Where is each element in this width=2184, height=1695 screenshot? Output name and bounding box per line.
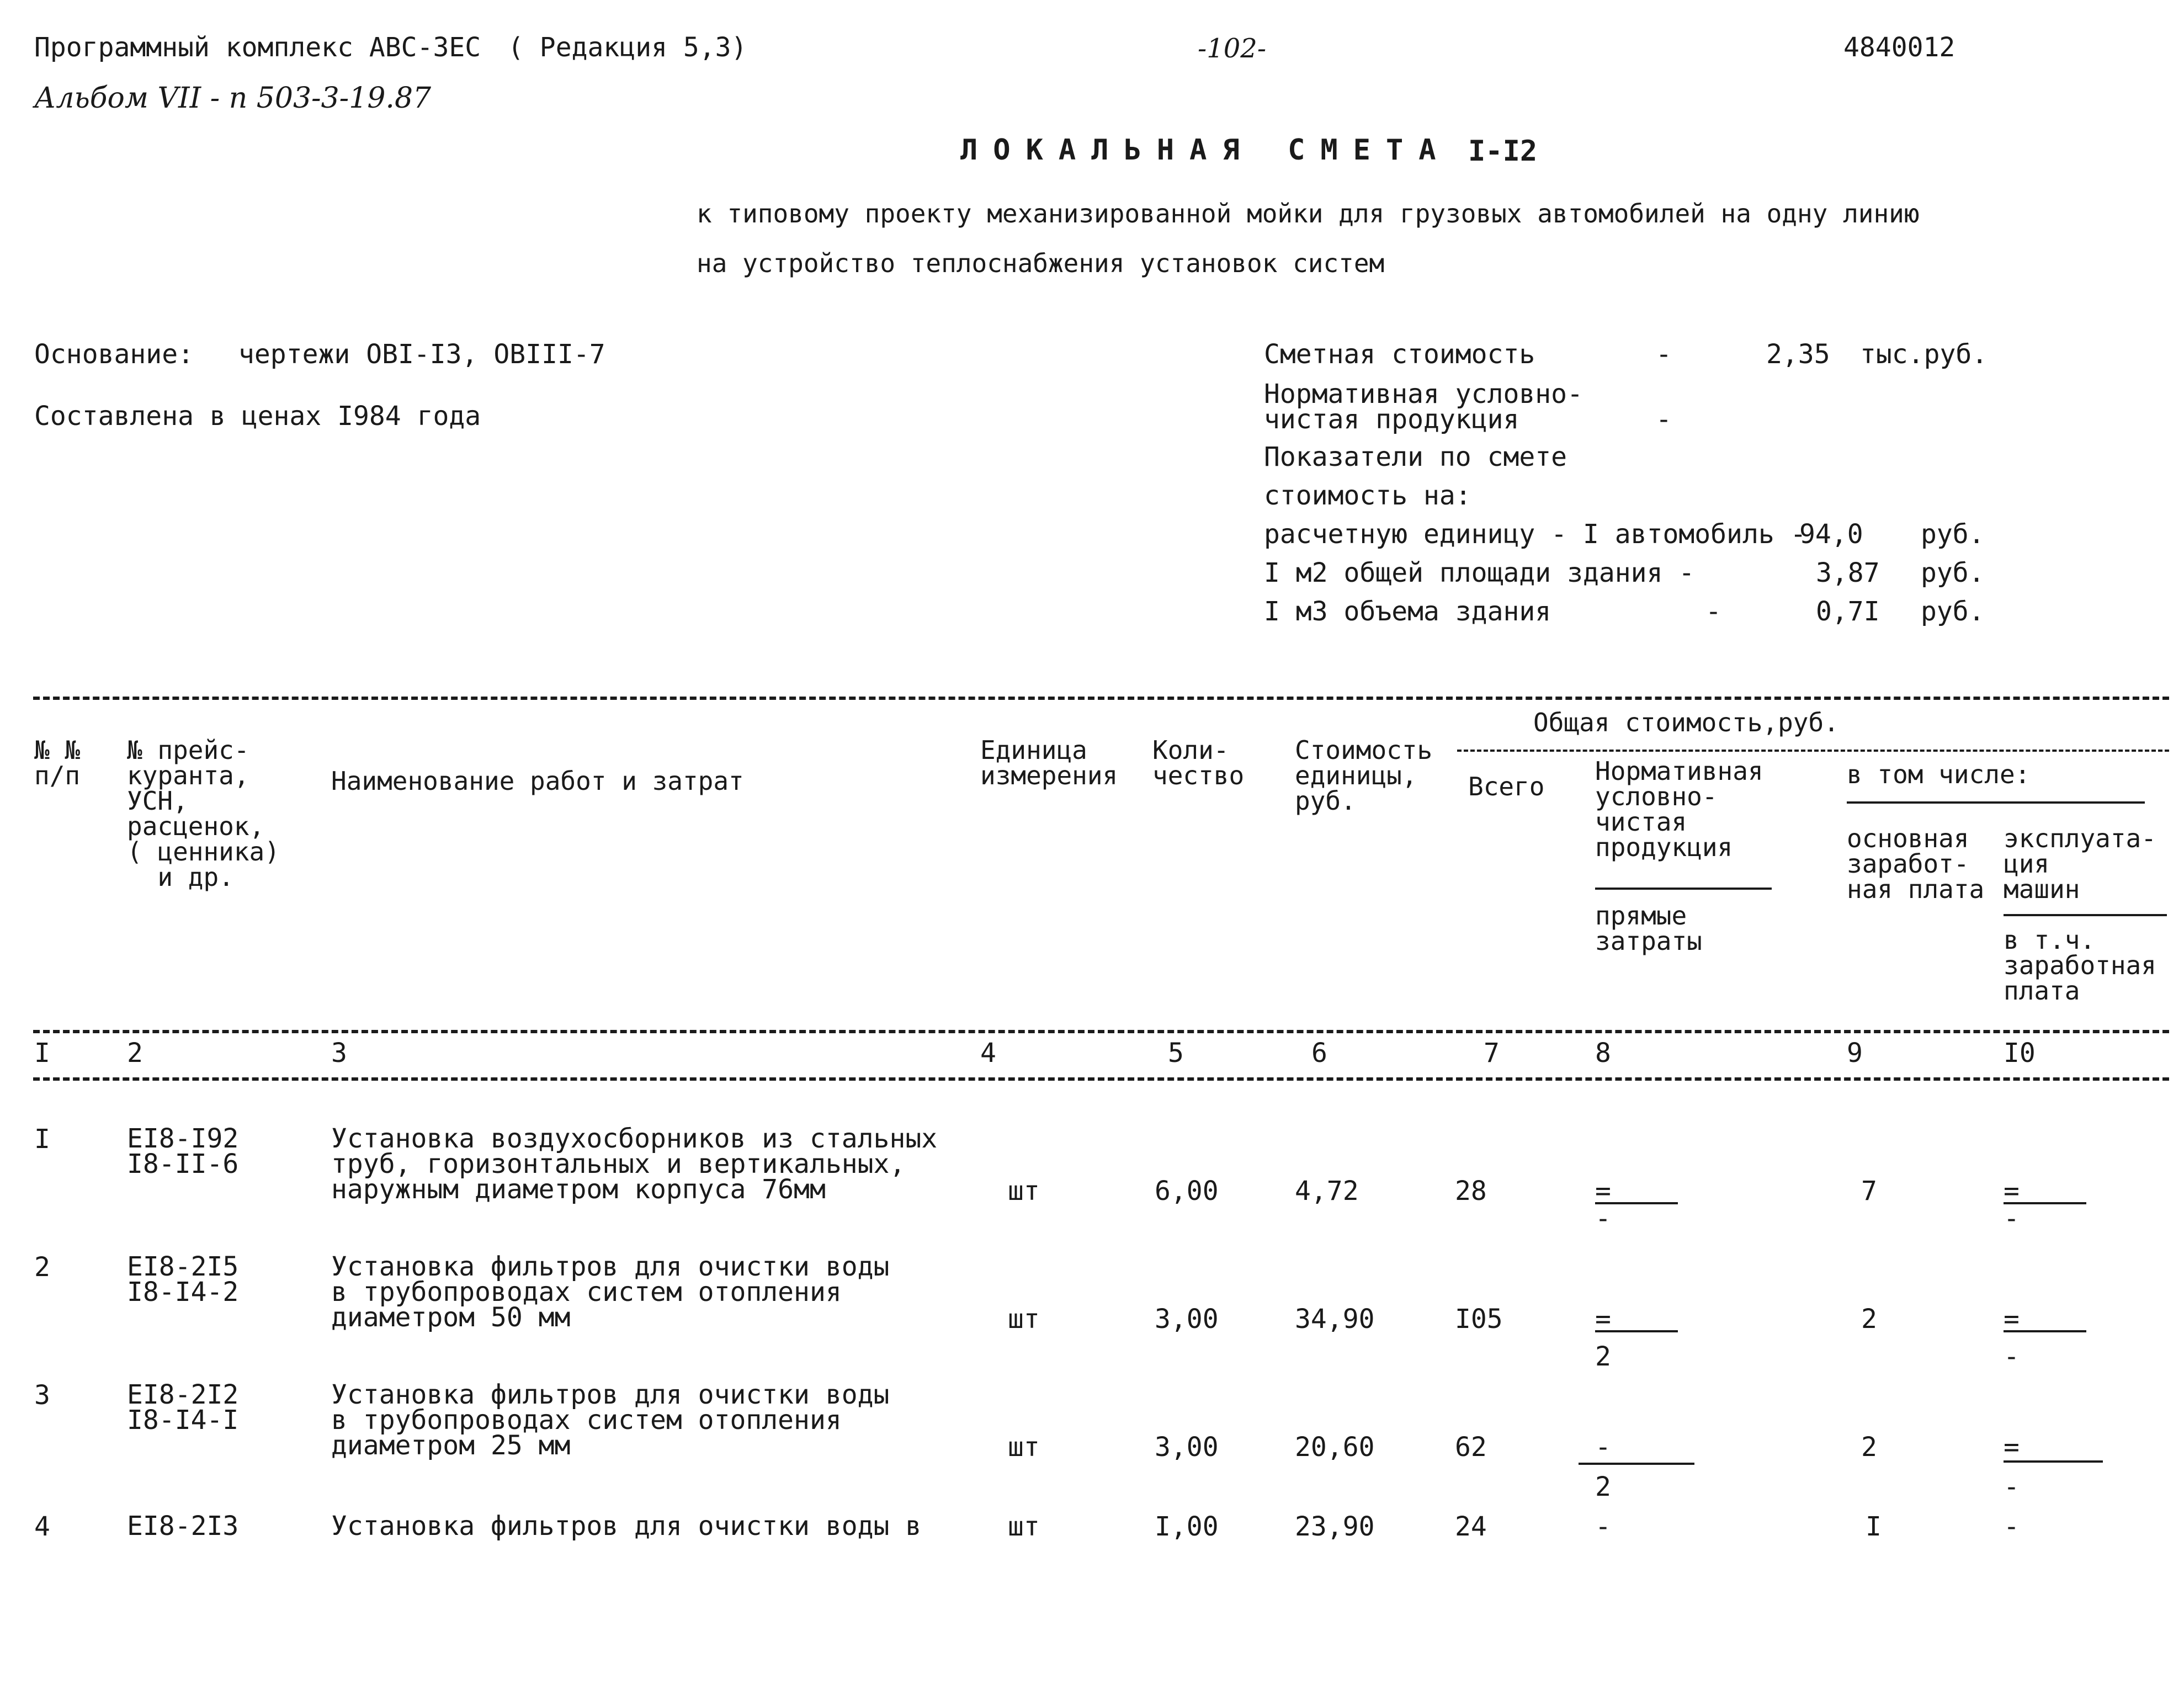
row-price-code: EI8-2I2 I8-I4-I xyxy=(127,1379,239,1436)
row-unit-cost: 20,60 xyxy=(1295,1432,1375,1463)
indicators-label-2: стоимость на: xyxy=(1264,480,1471,511)
row-total: 62 xyxy=(1455,1432,1487,1463)
title-subtitle-2: на устройство теплоснабжения установок систем xyxy=(697,248,1385,278)
row-quantity: I,00 xyxy=(1155,1511,1219,1542)
row-normative: = xyxy=(1595,1304,1611,1335)
title-subtitle-1: к типовому проекту механизированной мойки для грузовых автомобилей на одну линию xyxy=(697,199,1920,229)
indicator-per-unit-label: расчетную единицу - I автомобиль - xyxy=(1264,519,1806,550)
document-title: ЛОКАЛЬНАЯ СМЕТА xyxy=(960,134,1452,167)
row-normative: - xyxy=(1595,1432,1611,1463)
col-group-total-cost: Общая стоимость,руб. xyxy=(1533,708,1839,737)
estimated-cost-label: Сметная стоимость xyxy=(1264,339,1535,370)
machine-header-rule xyxy=(2004,914,2167,916)
row-unit-cost: 34,90 xyxy=(1295,1304,1375,1335)
table-top-rule xyxy=(33,697,2169,700)
col-number-8: 8 xyxy=(1595,1038,1611,1069)
col-number-6: 6 xyxy=(1311,1038,1327,1069)
normative-label-2: чистая продукция xyxy=(1264,404,1519,435)
price-level: Составлена в ценах I984 года xyxy=(34,401,481,432)
normative-header-rule xyxy=(1595,888,1772,890)
col-header-unit-cost: Стоимость единицы, руб. xyxy=(1295,735,1433,816)
row-unit-cost: 4,72 xyxy=(1295,1176,1359,1207)
col-header-direct-costs: прямые затраты xyxy=(1595,901,1702,956)
indicator-per-m3-value: 0,7I xyxy=(1816,596,1880,627)
col-header-machine-operation: эксплуата- ция машин xyxy=(2004,823,2156,904)
row-direct-costs: - xyxy=(1595,1203,1611,1234)
basis-drawings: чертежи ОВI-I3, ОВIII-7 xyxy=(238,339,605,370)
col-header-number: № № п/п xyxy=(34,735,81,790)
row-base-wage: 2 xyxy=(1861,1432,1877,1463)
estimated-cost-value: 2,35 xyxy=(1766,339,1830,370)
edition: ( Редакция 5,3) xyxy=(508,32,747,63)
row-work-name: Установка фильтров для очистки воды в трубопроводах систем отопления диаметром 50 мм xyxy=(331,1251,890,1333)
row-normative-rule xyxy=(1579,1463,1694,1465)
total-cost-group-rule xyxy=(1457,750,2169,752)
row-number: 2 xyxy=(34,1252,50,1283)
row-machine-operation: = xyxy=(2004,1432,2020,1463)
row-machine-wage: - xyxy=(2004,1203,2020,1234)
normative-dash: - xyxy=(1656,404,1672,435)
indicator-per-m3-currency: руб. xyxy=(1921,596,1985,627)
row-machine-wage: - xyxy=(2004,1341,2020,1372)
col-header-normative-product: Нормативная условно- чистая продукция xyxy=(1595,756,1763,862)
program-name: Программный комплекс АВС-3ЕС xyxy=(34,32,481,63)
row-normative: - xyxy=(1595,1511,1611,1542)
estimated-cost-dash: - xyxy=(1656,339,1672,370)
row-unit-cost: 23,90 xyxy=(1295,1511,1375,1542)
including-header-rule xyxy=(1847,801,2145,804)
row-unit: шт xyxy=(1008,1304,1040,1335)
row-base-wage: I xyxy=(1866,1511,1882,1542)
col-number-7: 7 xyxy=(1484,1038,1500,1069)
row-price-code: EI8-2I5 I8-I4-2 xyxy=(127,1251,239,1308)
row-total: 28 xyxy=(1455,1176,1487,1207)
row-unit: шт xyxy=(1008,1511,1040,1542)
row-machine-operation: = xyxy=(2004,1304,2020,1335)
col-header-work-name: Наименование работ и затрат xyxy=(331,766,744,796)
row-total: I05 xyxy=(1455,1304,1503,1335)
row-machine-rule xyxy=(2004,1460,2103,1463)
row-base-wage: 7 xyxy=(1861,1176,1877,1207)
row-price-code: EI8-I92 I8-II-6 xyxy=(127,1123,239,1179)
handwritten-album-note: Альбом VII - п 503-3-19.87 xyxy=(34,82,432,115)
col-number-2: 2 xyxy=(127,1038,143,1069)
col-header-machine-wage: в т.ч. заработная плата xyxy=(2004,925,2156,1006)
col-number-3: 3 xyxy=(331,1038,347,1069)
row-unit: шт xyxy=(1008,1432,1040,1463)
col-number-9: 9 xyxy=(1847,1038,1863,1069)
col-header-total: Всего xyxy=(1468,772,1545,801)
row-machine-rule xyxy=(2004,1330,2086,1332)
col-number-5: 5 xyxy=(1168,1038,1184,1069)
col-header-base-wage: основная заработ- ная плата xyxy=(1847,823,1985,904)
basis-label: Основание: xyxy=(34,339,194,370)
row-quantity: 3,00 xyxy=(1155,1304,1219,1335)
row-normative: = xyxy=(1595,1176,1611,1207)
row-quantity: 3,00 xyxy=(1155,1432,1219,1463)
row-number: 3 xyxy=(34,1380,50,1411)
row-direct-costs: 2 xyxy=(1595,1341,1611,1372)
col-header-unit: Единица измерения xyxy=(980,735,1118,790)
row-direct-costs: 2 xyxy=(1595,1471,1611,1502)
col-header-including: в том числе: xyxy=(1847,759,2031,789)
col-number-1: I xyxy=(34,1038,50,1069)
indicators-label-1: Показатели по смете xyxy=(1264,442,1567,472)
indicator-per-m3-dash: - xyxy=(1705,596,1721,627)
row-work-name: Установка фильтров для очистки воды в xyxy=(331,1511,922,1542)
col-number-4: 4 xyxy=(980,1038,996,1069)
row-total: 24 xyxy=(1455,1511,1487,1542)
row-base-wage: 2 xyxy=(1861,1304,1877,1335)
indicator-per-m2-currency: руб. xyxy=(1921,557,1985,588)
col-header-price-code: № прейс- куранта, УСН, расценок, ( ценника) и др. xyxy=(127,735,280,892)
page-number: -102- xyxy=(1198,33,1267,64)
row-machine-operation: - xyxy=(2004,1511,2020,1542)
column-numbers-rule xyxy=(33,1077,2169,1081)
indicator-per-unit-currency: руб. xyxy=(1921,519,1985,550)
estimate-number: I-I2 xyxy=(1468,135,1538,168)
col-number-10: I0 xyxy=(2004,1038,2036,1069)
row-normative-rule xyxy=(1595,1330,1678,1332)
normative-label-1: Нормативная условно- xyxy=(1264,379,1583,410)
row-number: 4 xyxy=(34,1511,50,1542)
row-machine-wage: - xyxy=(2004,1471,2020,1502)
document-number: 4840012 xyxy=(1843,32,1955,63)
indicator-per-m2-value: 3,87 xyxy=(1816,557,1880,588)
col-header-quantity: Коли- чество xyxy=(1152,735,1245,790)
indicator-per-m3-label: I м3 объема здания xyxy=(1264,596,1551,627)
row-price-code: EI8-2I3 xyxy=(127,1511,239,1542)
row-work-name: Установка фильтров для очистки воды в трубопроводах систем отопления диаметром 25 мм xyxy=(331,1379,890,1461)
header-bottom-rule xyxy=(33,1030,2169,1033)
estimated-cost-unit: тыс.руб. xyxy=(1860,339,1988,370)
indicator-per-m2-label: I м2 общей площади здания - xyxy=(1264,557,1695,588)
row-number: I xyxy=(34,1124,50,1155)
row-work-name: Установка воздухосборников из стальных труб, горизонтальных и вертикальных, наружным диаметром корпуса 76мм xyxy=(331,1123,938,1205)
indicator-per-unit-value: 94,0 xyxy=(1799,519,1863,550)
row-unit: шт xyxy=(1008,1176,1040,1207)
row-machine-operation: = xyxy=(2004,1176,2020,1207)
row-quantity: 6,00 xyxy=(1155,1176,1219,1207)
